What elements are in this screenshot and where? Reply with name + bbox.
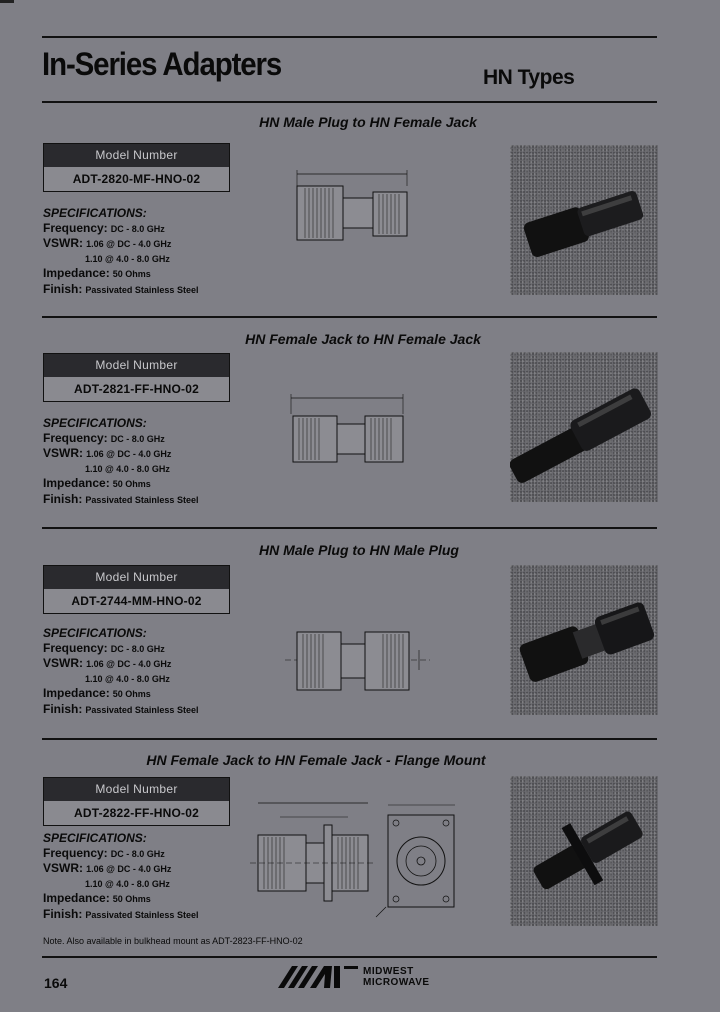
specs-title: SPECIFICATIONS:: [43, 416, 147, 430]
specifications: [43, 831, 198, 923]
vswr-value-2: 1.10 @ 4.0 - 8.0 GHz: [85, 673, 170, 684]
frequency-label: Frequency:: [43, 430, 108, 445]
impedance-value: 50 Ohms: [112, 894, 151, 905]
header-rule: [42, 36, 657, 38]
midwest-logo-icon: [278, 964, 360, 995]
vswr-value-2: 1.10 @ 4.0 - 8.0 GHz: [85, 878, 170, 889]
model-number-label: Model Number: [44, 778, 229, 801]
section-divider: [42, 101, 657, 103]
corner-mark: [0, 0, 14, 3]
adapter-drawing: [285, 168, 425, 248]
specifications: [43, 416, 198, 508]
model-number-value: ADT-2821-FF-HNO-02: [74, 382, 199, 396]
vswr-value-1: 1.06 @ DC - 4.0 GHz: [86, 659, 172, 670]
specs-title: SPECIFICATIONS:: [43, 206, 147, 220]
model-number-value: ADT-2744-MM-HNO-02: [71, 594, 202, 608]
section-heading: HN Male Plug to HN Male Plug: [259, 542, 459, 558]
product-photo: [510, 352, 658, 502]
section-heading: HN Female Jack to HN Female Jack - Flange Mount: [146, 752, 486, 768]
model-number-value: ADT-2820-MF-HNO-02: [72, 172, 201, 186]
finish-label: Finish:: [43, 701, 83, 716]
specifications: [43, 206, 198, 298]
section-divider: [42, 527, 657, 529]
impedance-value: 50 Ohms: [112, 269, 151, 280]
impedance-value: 50 Ohms: [112, 689, 151, 700]
frequency-label: Frequency:: [43, 845, 108, 860]
model-number-value: ADT-2822-FF-HNO-02: [74, 806, 199, 820]
product-photo: [510, 565, 658, 715]
vswr-label: VSWR:: [43, 656, 83, 671]
adapter-drawing: [285, 622, 435, 702]
vswr-value-1: 1.06 @ DC - 4.0 GHz: [86, 449, 172, 460]
product-photo: [510, 776, 658, 926]
vswr-value-1: 1.06 @ DC - 4.0 GHz: [86, 239, 172, 250]
page-title: In-Series Adapters: [42, 46, 282, 82]
company-name: [363, 966, 430, 988]
specs-title: SPECIFICATIONS:: [43, 831, 147, 845]
vswr-value-2: 1.10 @ 4.0 - 8.0 GHz: [85, 463, 170, 474]
finish-value: Passivated Stainless Steel: [85, 704, 199, 715]
page-subtitle: HN Types: [483, 66, 575, 89]
specs-title: SPECIFICATIONS:: [43, 626, 147, 640]
section-divider: [42, 316, 657, 318]
impedance-value: 50 Ohms: [112, 479, 151, 490]
vswr-value-1: 1.06 @ DC - 4.0 GHz: [86, 864, 172, 875]
section-heading: HN Male Plug to HN Female Jack: [259, 114, 477, 130]
vswr-value-2: 1.10 @ 4.0 - 8.0 GHz: [85, 253, 170, 264]
model-number-label: Model Number: [44, 144, 229, 167]
company-name-line1: MIDWEST: [363, 966, 414, 977]
impedance-label: Impedance:: [43, 891, 110, 906]
impedance-label: Impedance:: [43, 686, 110, 701]
vswr-label: VSWR:: [43, 446, 83, 461]
flange-adapter-drawing: [250, 795, 465, 925]
finish-value: Passivated Stainless Steel: [85, 909, 199, 920]
finish-label: Finish:: [43, 491, 83, 506]
frequency-value: DC - 8.0 GHz: [110, 433, 165, 444]
company-name-line2: MICROWAVE: [363, 977, 430, 988]
impedance-label: Impedance:: [43, 266, 110, 281]
product-photo: [510, 145, 658, 295]
model-number-label: Model Number: [44, 354, 229, 377]
impedance-label: Impedance:: [43, 476, 110, 491]
model-number-box: [43, 143, 230, 192]
vswr-label: VSWR:: [43, 236, 83, 251]
finish-value: Passivated Stainless Steel: [85, 494, 199, 505]
section-heading: HN Female Jack to HN Female Jack: [245, 331, 481, 347]
page-number: 164: [44, 975, 68, 991]
frequency-value: DC - 8.0 GHz: [110, 643, 165, 654]
section-divider: [42, 738, 657, 740]
frequency-label: Frequency:: [43, 220, 108, 235]
finish-label: Finish:: [43, 906, 83, 921]
model-number-box: [43, 777, 230, 826]
footer-rule: [42, 956, 657, 958]
finish-value: Passivated Stainless Steel: [85, 284, 199, 295]
model-number-box: [43, 565, 230, 614]
adapter-drawing: [285, 390, 425, 470]
finish-label: Finish:: [43, 281, 83, 296]
frequency-label: Frequency:: [43, 640, 108, 655]
frequency-value: DC - 8.0 GHz: [110, 848, 165, 859]
bulkhead-note: Note. Also available in bulkhead mount as ADT-2823-FF-HNO-02: [43, 936, 303, 946]
frequency-value: DC - 8.0 GHz: [110, 223, 165, 234]
vswr-label: VSWR:: [43, 861, 83, 876]
specifications: [43, 626, 198, 718]
model-number-label: Model Number: [44, 566, 229, 589]
model-number-box: [43, 353, 230, 402]
